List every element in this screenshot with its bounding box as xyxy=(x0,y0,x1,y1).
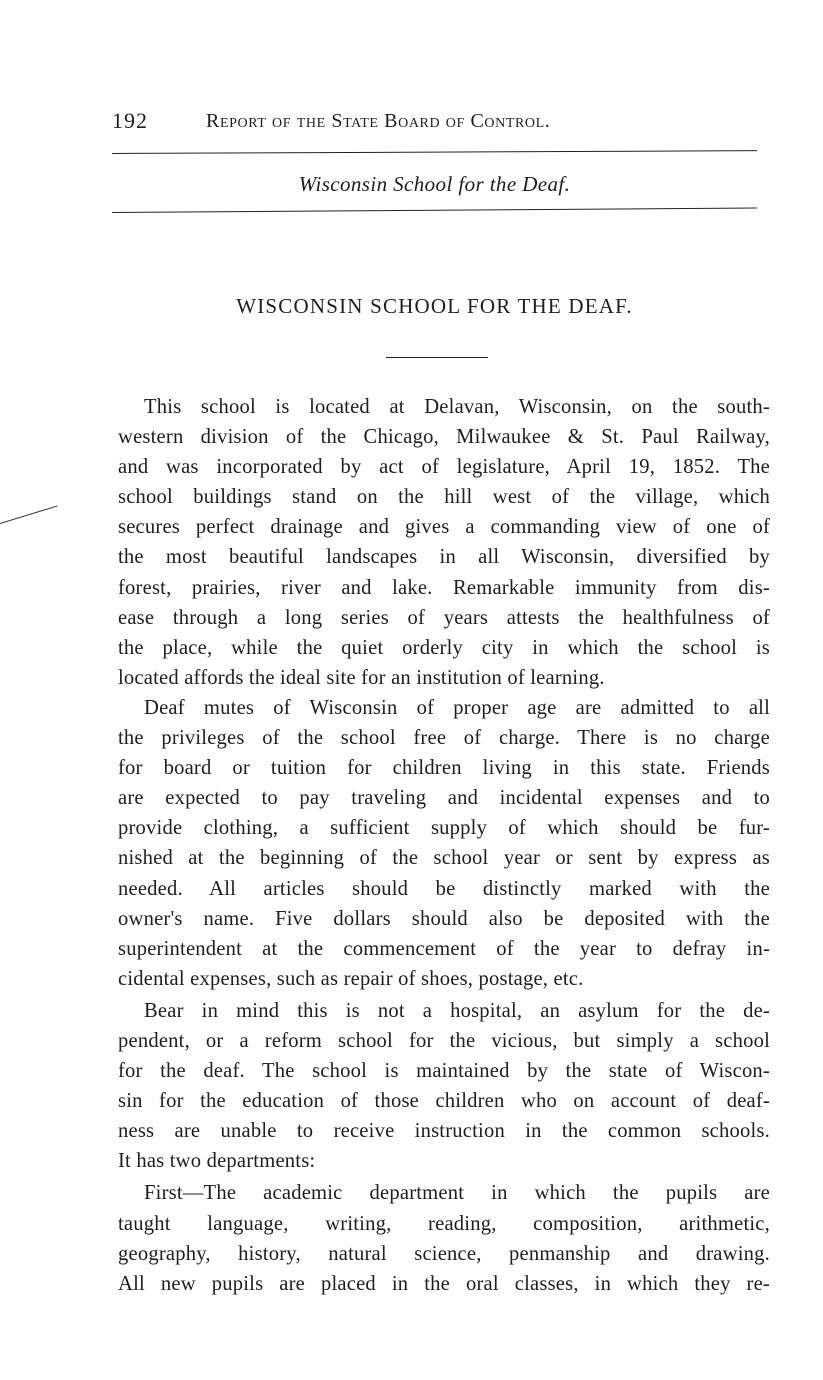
text-line: superintendent at the commencement of the year to defray in- xyxy=(118,937,770,960)
text-line: Deaf mutes of Wisconsin of proper age are admitted to all xyxy=(144,696,770,719)
text-line: ease through a long series of years attests the healthfulness of xyxy=(118,606,770,629)
text-line: the privileges of the school free of charge. There is no charge xyxy=(118,727,770,750)
text-line: ness are unable to receive instruction in the common schools. xyxy=(118,1120,770,1143)
page-number: 192 xyxy=(112,108,148,133)
text-line: for board or tuition for children living in this state. Friends xyxy=(118,757,770,780)
text-line: First—The academic department in which the pupils are xyxy=(144,1182,770,1205)
text-line: needed. All articles should be distinctly marked with the xyxy=(118,877,770,900)
text-line: are expected to pay traveling and incidental expenses and to xyxy=(118,787,770,810)
text-line: located affords the ideal site for an institution of learning. xyxy=(118,666,605,689)
text-line: the place, while the quiet orderly city in which the school is xyxy=(118,636,770,659)
margin-pencil-mark xyxy=(0,505,58,523)
article-title: WISCONSIN SCHOOL FOR THE DEAF. xyxy=(236,294,633,318)
text-line: This school is located at Delavan, Wisconsin, on the south- xyxy=(144,396,770,418)
text-line: secures perfect drainage and gives a commanding view of one of xyxy=(118,516,770,539)
text-line: the most beautiful landscapes in all Wisconsin, diversified by xyxy=(118,546,770,569)
text-line: provide clothing, a sufficient supply of which should be fur- xyxy=(118,817,770,840)
text-line: All new pupils are placed in the oral classes, in which they re- xyxy=(118,1272,770,1295)
title-divider xyxy=(386,357,488,358)
text-line: sin for the education of those children who on account of deaf- xyxy=(118,1090,770,1113)
text-line: Bear in mind this is not a hospital, an asylum for the de- xyxy=(144,999,770,1022)
text-line: geography, history, natural science, penmanship and drawing. xyxy=(118,1242,770,1265)
header-rule-top xyxy=(112,150,757,154)
text-line: taught language, writing, reading, composition, arithmetic, xyxy=(118,1212,770,1235)
text-line: and was incorporated by act of legislature, April 19, 1852. The xyxy=(118,456,770,479)
text-line: pendent, or a reform school for the vicious, but simply a school xyxy=(118,1029,770,1052)
running-header xyxy=(112,108,672,138)
text-line: forest, prairies, river and lake. Remarkable immunity from dis- xyxy=(118,576,770,599)
running-title: Report of the State Board of Control. xyxy=(206,110,551,132)
body-text xyxy=(118,392,770,1299)
text-line: cidental expenses, such as repair of shoes, postage, etc. xyxy=(118,967,584,990)
text-line: owner's name. Five dollars should also be deposited with the xyxy=(118,907,770,930)
text-line: western division of the Chicago, Milwaukee & St. Paul Railway, xyxy=(118,426,770,449)
text-line: for the deaf. The school is maintained by the state of Wiscon- xyxy=(118,1060,770,1083)
section-heading: Wisconsin School for the Deaf. xyxy=(298,172,571,196)
text-line: school buildings stand on the hill west of the village, which xyxy=(118,486,770,509)
header-rule-bottom xyxy=(112,207,757,213)
text-line: nished at the beginning of the school year or sent by express as xyxy=(118,847,770,870)
text-line: It has two departments: xyxy=(118,1150,316,1173)
